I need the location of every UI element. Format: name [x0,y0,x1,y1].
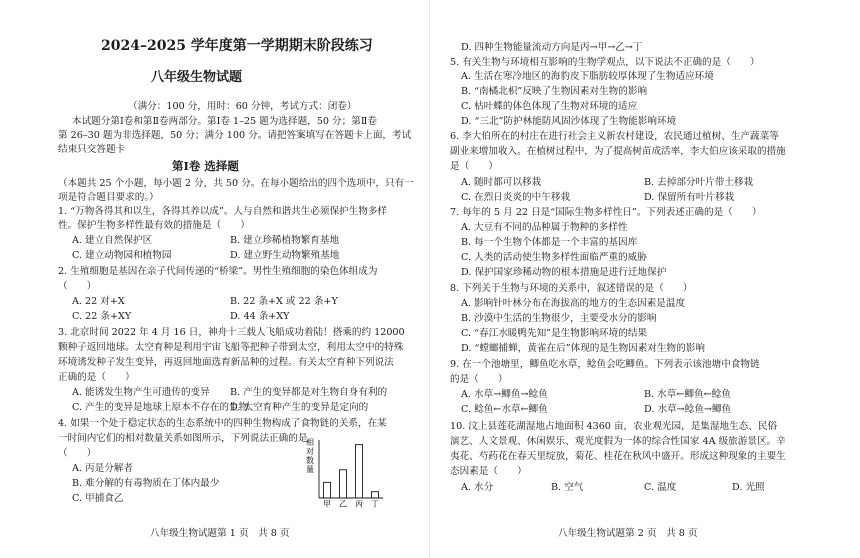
chart-x-tick-label: 甲 [323,499,331,508]
chart-bar-1 [324,482,331,498]
question-3-stem: 环境诱发种子发生变异，再返回地面选育新品种的过程。有关太空育种下列说法 [58,357,394,368]
question-2-option-a: A. 22 对+X [72,296,125,307]
question-9-option-d: D. 水草→鲶鱼→鲫鱼 [644,404,732,415]
section-title: 第Ⅰ卷 选择题 [172,159,239,173]
question-10-stem: 夷花、芍药花在春天里绽放，菊花、桂花在秋风中盛开。形成这种现象的主要生 [450,451,786,462]
question-1-option-c: C. 建立动物园和植物园 [72,250,172,261]
question-2-option-b: B. 22 条+X 或 22 条+Y [230,296,338,307]
question-5-option-d: D. “三北”防护林能防风固沙体现了生物能影响环境 [461,116,677,127]
question-7-option-c: C. 人类的活动使生物多样性面临严重的威胁 [461,252,647,263]
chart-y-axis-label: 相对数量 [306,438,314,474]
exam-title: 2024–2025 学年度第一学期期末阶段练习 [101,38,373,54]
question-3-option-d: D. 太空育种产生的变异是定向的 [230,402,369,413]
question-10-option-b: B. 空气 [551,482,584,493]
question-7-option-d: D. 保护国家珍稀动物的根本措施是进行迁地保护 [461,267,667,278]
question-10-stem: 态因素是（ ） [450,466,527,477]
question-5-option-b: B. “南橘北枳”反映了生物因素对生物的影响 [461,86,648,97]
chart-x-tick-label: 乙 [339,499,347,508]
question-8-option-d: D. “螳螂捕蝉，黄雀在后”体现的是生物因素对生物的影响 [461,343,705,354]
question-6-stem: 6. 李大伯所在的村庄在进行社会主义新农村建设，农民通过植树、生产蔬菜等 [450,131,779,142]
question-9-option-c: C. 鲶鱼←水草←鲫鱼 [461,404,548,415]
question-5-option-c: C. 枯叶蝶的体色体现了生物对环境的适应 [461,101,638,112]
question-6-option-c: C. 在烈日炎炎的中午移栽 [461,192,571,203]
relative-quantity-bar-chart [305,436,385,508]
question-7-stem: 7. 每年的 5 月 22 日是“国际生物多样性日”。下列表述正确的是（ ） [450,207,762,218]
question-5-stem: 5. 有关生物与环境相互影响的生物学观点，以下说法不正确的是（ ） [450,57,760,68]
question-5-option-a: A. 生活在寒冷地区的海豹皮下脂肪较厚体现了生物适应环境 [461,71,714,82]
question-4-option-c: C. 甲捕食乙 [72,493,124,504]
question-4-option-a: A. 丙是分解者 [72,463,133,474]
question-2-stem: 2. 生殖细胞是基因在亲子代间传递的“桥梁”。男性生殖细胞的染色体组成为 [58,266,378,277]
question-1-stem: 性。保护生物多样性最有效的措施是（ ） [58,220,250,231]
instruction-line: 第 26–30 题为非选择题，50 分；满分 100 分。请把答案填写在答题卡上面，考试 [58,130,412,141]
question-1-option-d: D. 建立野生动物繁殖基地 [230,250,340,261]
question-10-option-d: D. 光照 [732,482,765,493]
question-7-option-b: B. 每一个生物个体都是一个丰富的基因库 [461,237,638,248]
question-6-option-b: B. 去掉部分叶片带土移栽 [644,177,754,188]
instruction-line: 本试题分第Ⅰ卷和第Ⅱ卷两部分。第Ⅰ卷 1–25 题为选择题，50 分；第Ⅱ卷 [72,116,377,127]
exam-info: （满分：100 分，用时：60 分钟，考试方式：闭卷） [128,101,357,112]
question-6-stem: 副业来增加收入。在植树过程中，为了提高树苗成活率，李大伯应该采取的措施 [450,146,786,157]
question-2-option-d: D. 44 条+XY [230,311,290,322]
section-desc: （本题共 25 个小题，每小题 2 分，共 50 分。在每小题给出的四个选项中，只有一 [58,178,414,189]
question-2-stem: （ ） [58,281,97,292]
question-9-stem: 9. 在一个池塘里，鲫鱼吃水草，鲶鱼会吃鲫鱼。下列表示该池塘中食物链 [450,359,760,370]
instruction-line: 结束只交答题卡 [58,144,126,155]
chart-x-tick-label: 丙 [355,499,363,508]
question-1-stem: 1. “万物各得其和以生，各得其养以成”。人与自然和谐共生必须保护生物多样 [58,206,388,217]
question-6-option-d: D. 保留所有叶片移栽 [644,192,735,203]
question-10-option-c: C. 温度 [644,482,677,493]
question-8-option-b: B. 沙漠中生活的生物很少，主要受水分的影响 [461,313,657,324]
question-8-option-c: C. “春江水暖鸭先知”是生物影响环境的结果 [461,328,647,339]
question-4-stem: 一时间内它们的相对数量关系如图所示，下列说法正确的是 [58,433,308,444]
chart-x-tick-label: 丁 [371,499,379,508]
question-4-stem: （ ） [58,448,97,459]
chart-bar-2 [340,470,347,498]
question-3-option-a: A. 能诱发生物产生可遗传的变异 [72,387,210,398]
page-footer: 八年级生物试题第 2 页 共 8 页 [558,528,698,539]
question-10-option-a: A. 水分 [461,482,494,493]
section-desc: 项是符合题目要求的。） [58,192,159,203]
exam-subtitle: 八年级生物试题 [151,70,243,85]
question-3-stem: 正确的是（ ） [58,372,135,383]
question-10-stem: 演艺、人文景观、休闲娱乐、观光度假为一体的综合性国家 4A 级旅游景区。辛 [450,436,786,447]
question-4-option-b: B. 难分解的有毒物质在丁体内最少 [72,478,220,489]
question-6-stem: 是（ ） [450,161,498,172]
question-7-option-a: A. 大豆有不同的品种属于物种的多样性 [461,222,628,233]
question-4-stem: 4. 如果一个处于稳定状态的生态系统中的四种生物构成了食物链的关系，在某 [58,418,387,429]
exam-page-2 [430,0,860,558]
question-2-option-c: C. 22 条+XY [72,311,132,322]
question-9-option-a: A. 水草→鲫鱼→鲶鱼 [461,389,548,400]
question-3-option-b: B. 产生的变异都是对生物自身有利的 [230,387,388,398]
question-8-option-a: A. 影响针叶林分布在海拔高的地方的生态因素是温度 [461,298,686,309]
question-1-option-b: B. 建立珍稀植物繁育基地 [230,235,340,246]
question-9-option-b: B. 水草←鲫鱼←鲶鱼 [644,389,731,400]
question-3-stem: 3. 北京时间 2022 年 4 月 16 日，神舟十三载人飞船成功着陆！搭乘的约 12000 [58,327,405,338]
question-8-stem: 8. 下列关于生物与环境的关系中，叙述错误的是（ ） [450,283,693,294]
question-10-stem: 10. 汶上县莲花湖湿地占地面积 4360 亩，农业观光园，是集湿地生态、民俗 [450,421,778,432]
chart-bar-4 [372,492,379,498]
question-6-option-a: A. 随时都可以移栽 [461,177,542,188]
question-4-option-d: D. 四种生物能量流动方向是丙→甲→乙→丁 [461,42,643,53]
question-9-stem: 的是（ ） [450,374,508,385]
page-footer: 八年级生物试题第 1 页 共 8 页 [150,528,290,539]
question-1-option-a: A. 建立自然保护区 [72,235,153,246]
chart-bar-3 [356,445,363,498]
question-3-option-c: C. 产生的变异是地球上原本不存在的生物 [72,402,249,413]
question-3-stem: 颗种子返回地球。太空育种是利用宇宙飞船等把种子带到太空，利用太空中的特殊 [58,342,404,353]
